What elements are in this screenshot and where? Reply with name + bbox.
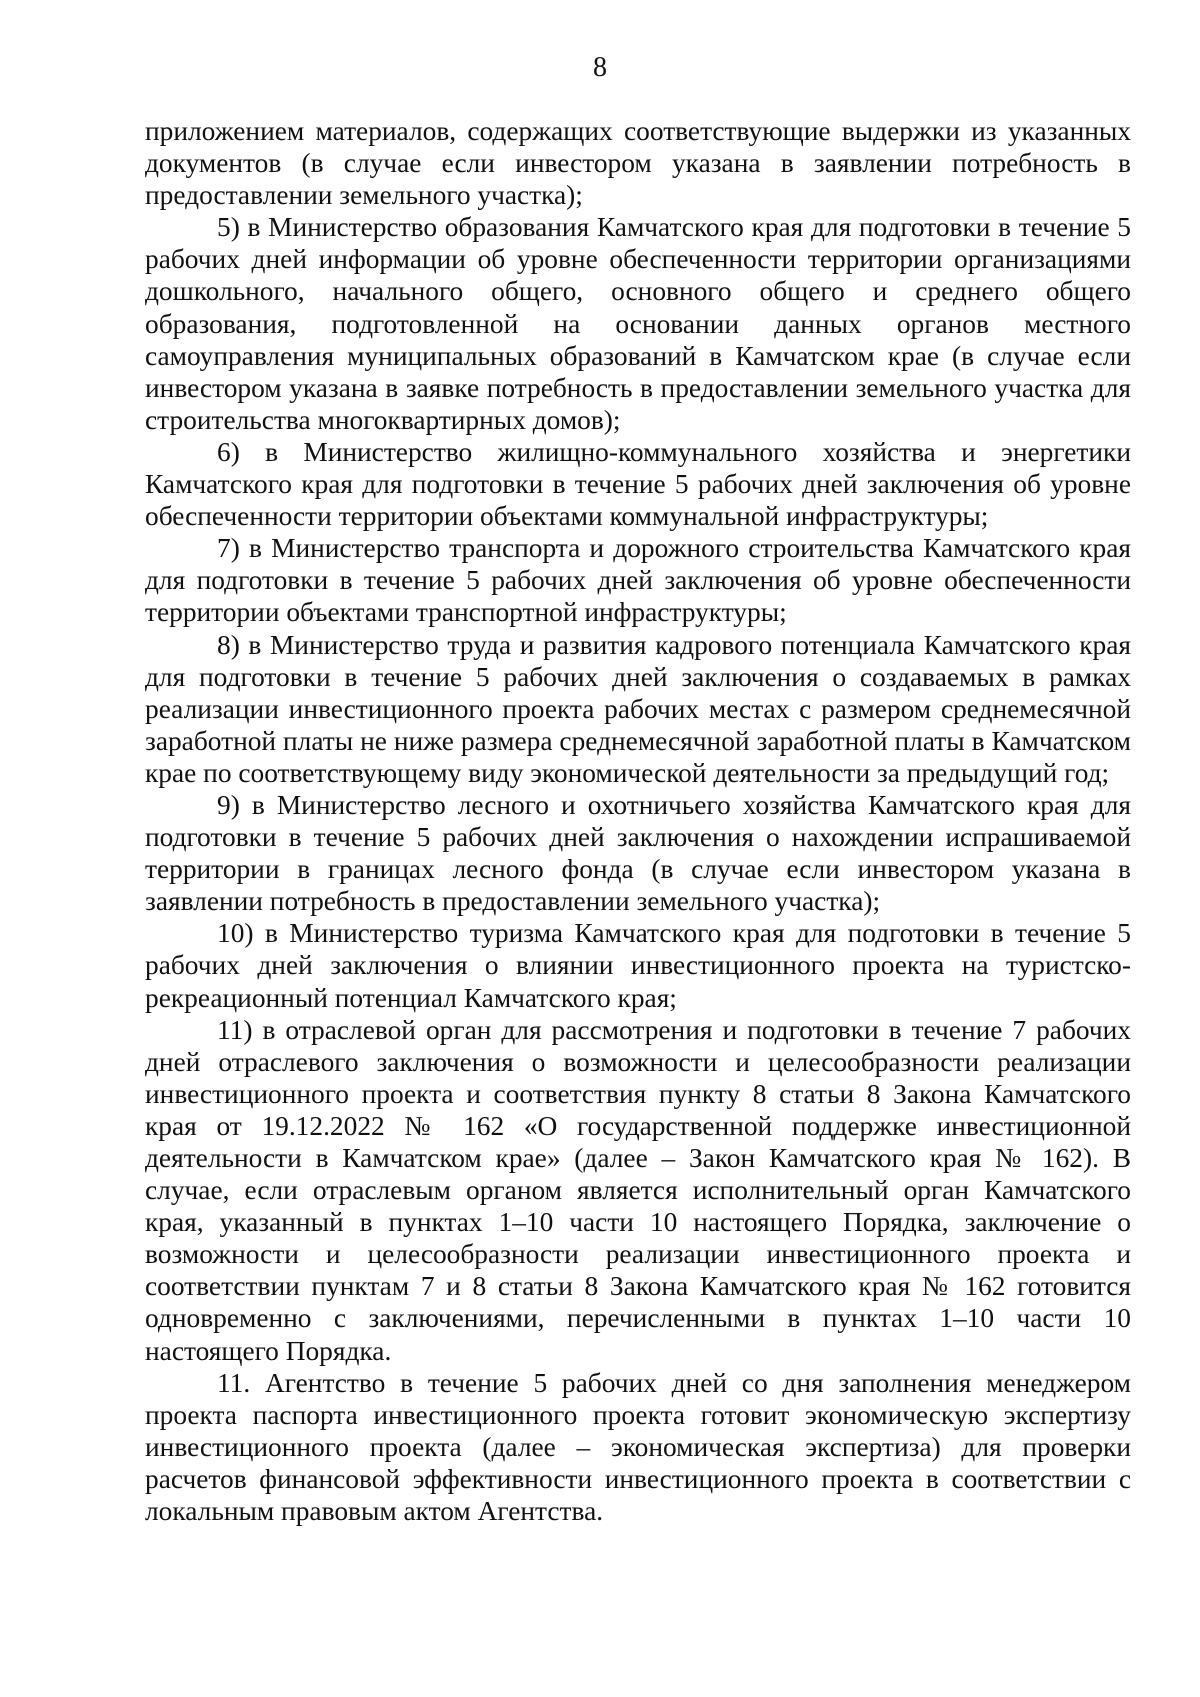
paragraph-item-10: 10) в Министерство туризма Камчатского края для подготовки в течение 5 рабочих дней заключения о влиянии инвестиционного проекта на туристско-рекреационный потенциал Камчатского края; <box>145 918 1131 1013</box>
paragraph-item-11: 11) в отраслевой орган для рассмотрения и подготовки в течение 7 рабочих дней отраслевого заключения о возможности и целесообразности реализации инвестиционного проекта и соответствия пункту 8 статьи 8 Закона Камчатского края от 19.12.2022 № 162 «О государственной поддержке инвестиционной деятельности в Камчатском крае» (далее – Закон Камчатского края № 162). В случае, если отраслевым органом является исполнительный орган Камчатского края, указанный в пунктах 1–10 части 10 настоящего Порядка, заключение о возможности и целесообразности реализации инвестиционного проекта и соответствии пунктам 7 и 8 статьи 8 Закона Камчатского края № 162 готовится одновременно с заключениями, перечисленными в пунктах 1–10 части 10 настоящего Порядка. <box>145 1014 1131 1366</box>
document-body <box>145 115 1131 1527</box>
page-number: 8 <box>593 52 607 83</box>
paragraph-item-9: 9) в Министерство лесного и охотничьего хозяйства Камчатского края для подготовки в течение 5 рабочих дней заключения о нахождении испрашиваемой территории в границах лесного фонда (в случае если инвестором указана в заявлении потребность в предоставлении земельного участка); <box>145 789 1131 917</box>
paragraph-section-11: 11. Агентство в течение 5 рабочих дней со дня заполнения менеджером проекта паспорта инвестиционного проекта готовит экономическую экспертизу инвестиционного проекта (далее – экономическая экспертиза) для проверки расчетов финансовой эффективности инвестиционного проекта в соответствии с локальным правовым актом Агентства. <box>145 1367 1131 1527</box>
paragraph-continuation: приложением материалов, содержащих соответствующие выдержки из указанных документов (в случае если инвестором указана в заявлении потребность в предоставлении земельного участка); <box>145 116 1131 211</box>
paragraph-item-7: 7) в Министерство транспорта и дорожного строительства Камчатского края для подготовки в течение 5 рабочих дней заключения об уровне обеспеченности территории объектами транспортной инфраструктуры; <box>145 533 1131 628</box>
paragraph-item-8: 8) в Министерство труда и развития кадрового потенциала Камчатского края для подготовки в течение 5 рабочих дней заключения о создаваемых в рамках реализации инвестиционного проекта рабочих местах с размером среднемесячной заработной платы не ниже размера среднемесячной заработной платы в Камчатском крае по соответствующему виду экономической деятельности за предыдущий год; <box>145 629 1131 788</box>
paragraph-item-6: 6) в Министерство жилищно-коммунального хозяйства и энергетики Камчатского края для подготовки в течение 5 рабочих дней заключения об уровне обеспеченности территории объектами коммунальной инфраструктуры; <box>145 436 1131 532</box>
paragraph-item-5: 5) в Министерство образования Камчатского края для подготовки в течение 5 рабочих дней информации об уровне обеспеченности территории организациями дошкольного, начального общего, основного общего и среднего общего образования, подготовленной на основании данных органов местного самоуправления муниципальных образований в Камчатском крае (в случае если инвестором указана в заявке потребность в предоставлении земельного участка для строительства многоквартирных домов); <box>145 212 1131 435</box>
